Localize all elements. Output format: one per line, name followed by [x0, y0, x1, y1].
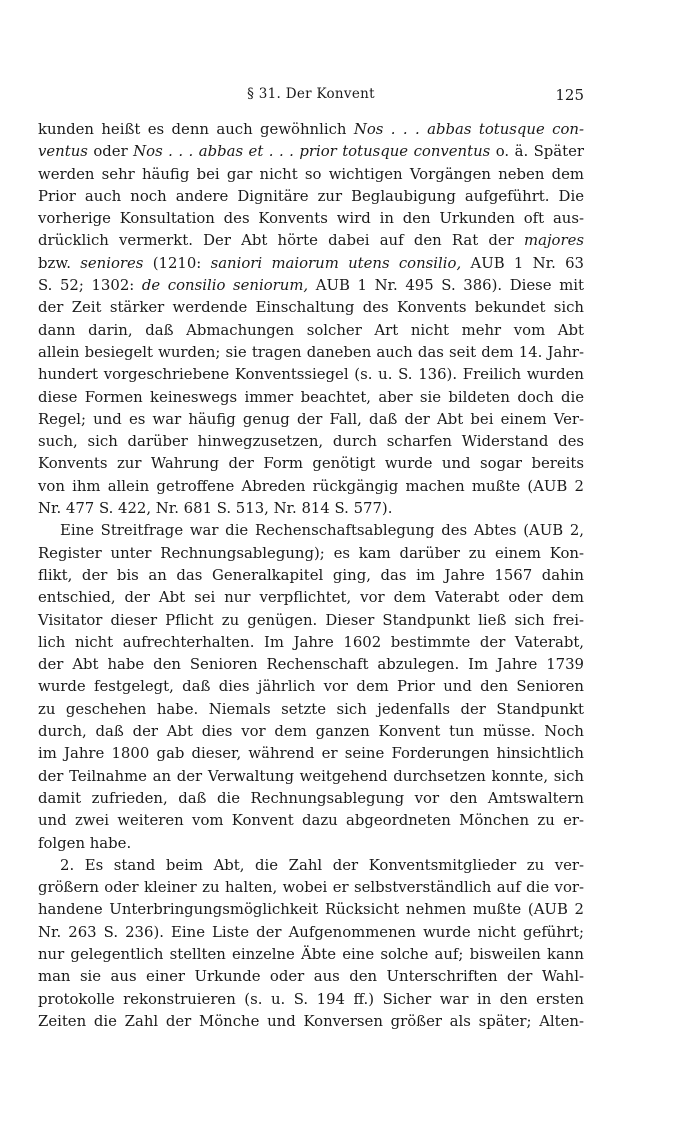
text-run: Zeiten die Zahl der Mönche und Konversen größer als später; Alten- [38, 1011, 584, 1030]
paragraph [38, 854, 584, 1032]
text-line [38, 631, 584, 653]
text-run: Nr. 477 S. 422, Nr. 681 S. 513, Nr. 814 S. 577). [38, 499, 393, 518]
text-line [38, 319, 584, 341]
text-run: hundert vorgeschriebene Konventssiegel (s. u. S. 136). Freilich wurden [38, 365, 584, 384]
text-line [38, 898, 584, 920]
text-line [38, 475, 584, 497]
text-line [38, 742, 584, 764]
text-run: kunden heißt es denn auch gewöhnlich [38, 120, 354, 138]
text-run: such, sich darüber hinwegzusetzen, durch scharfen Widerstand des [38, 432, 584, 451]
text-line [38, 542, 584, 564]
text-run: dann darin, daß Abmachungen solcher Art nicht mehr vom Abt [38, 320, 584, 339]
text-run: man sie aus einer Urkunde oder aus den Unterschriften der Wahl- [38, 967, 584, 986]
text-line [38, 854, 584, 876]
text-run: drücklich vermerkt. Der Abt hörte dabei auf den Rat der [38, 231, 525, 250]
text-run: o. ä. Später [490, 142, 585, 161]
text-run: Register unter Rechnungsablegung); es kam darüber zu einem Kon- [38, 543, 584, 562]
text-run: und zwei weiteren vom Konvent dazu abgeordneten Mönchen zu er- [38, 811, 584, 830]
text-line [38, 765, 584, 787]
running-head [38, 86, 584, 108]
text-line [38, 698, 584, 720]
text-line [38, 341, 584, 363]
text-line [38, 497, 584, 519]
text-run: wurde festgelegt, daß dies jährlich vor dem Prior und den Senioren [38, 677, 584, 696]
italic-run: Nos . . . abbas totusque con- [353, 120, 584, 138]
text-run: (1210: [143, 253, 211, 272]
text-run: der Zeit stärker werdende Einschaltung des Konvents bekundet sich [38, 298, 584, 317]
body-text [38, 118, 584, 1032]
text-line [38, 921, 584, 943]
text-line [38, 452, 584, 474]
text-line [38, 185, 584, 207]
text-run: der Abt habe den Senioren Rechenschaft abzulegen. Im Jahre 1739 [38, 655, 584, 674]
italic-run: majores [524, 231, 584, 250]
text-run: folgen habe. [38, 833, 132, 852]
text-line [38, 163, 584, 185]
paragraph [38, 519, 584, 853]
text-line [38, 229, 584, 251]
text-run: Konvents zur Wahrung der Form genötigt wurde und sogar bereits [38, 454, 584, 473]
text-line [38, 430, 584, 452]
text-run: Visitator dieser Pflicht zu genügen. Dieser Standpunkt ließ sich frei- [38, 610, 584, 629]
text-run: bzw. [38, 253, 81, 272]
text-run: nur gelegentlich stellten einzelne Äbte eine solche auf; bisweilen kann [38, 944, 584, 963]
text-run: von ihm allein getroffene Abreden rückgängig machen mußte (AUB 2 [38, 476, 584, 495]
text-run: AUB 1 Nr. 63 [461, 253, 584, 272]
text-run: AUB 1 Nr. 495 S. 386). Diese mit [308, 276, 584, 295]
page-number: 125 [555, 86, 584, 104]
text-run: Eine Streitfrage war die Rechenschaftsablegung des Abtes (AUB 2, [60, 521, 584, 540]
text-line [38, 675, 584, 697]
text-line [38, 1010, 584, 1032]
text-run: Prior auch noch andere Dignitäre zur Beglaubigung aufgeführt. Die [38, 186, 584, 205]
running-title: § 31. Der Konvent [247, 86, 375, 102]
text-run: damit zufrieden, daß die Rechnungsablegung vor den Amtswaltern [38, 788, 584, 807]
italic-run: ventus [38, 142, 88, 161]
text-line [38, 274, 584, 296]
italic-run: Nos . . . abbas et . . . prior totusque conventus [133, 142, 491, 161]
text-line [38, 653, 584, 675]
text-run: oder [87, 142, 134, 161]
text-run: flikt, der bis an das Generalkapitel ging, das im Jahre 1567 dahin [38, 565, 584, 584]
text-run: im Jahre 1800 gab dieser, während er seine Forderungen hinsichtlich [38, 744, 584, 763]
text-run: S. 52; 1302: [38, 276, 142, 295]
text-line [38, 787, 584, 809]
text-run: größern oder kleiner zu halten, wobei er selbstverständlich auf die vor- [38, 878, 584, 897]
text-line [38, 363, 584, 385]
text-line [38, 408, 584, 430]
text-line [38, 609, 584, 631]
italic-run: saniori maiorum utens consilio, [210, 253, 462, 272]
italic-run: de consilio seniorum, [141, 276, 309, 295]
text-line [38, 140, 584, 162]
text-line [38, 118, 584, 140]
paragraph [38, 118, 584, 519]
text-run: der Teilnahme an der Verwaltung weitgehend durchsetzen konnte, sich [38, 766, 584, 785]
text-line [38, 386, 584, 408]
text-line [38, 519, 584, 541]
text-run: allein besiegelt wurden; sie tragen daneben auch das seit dem 14. Jahr- [38, 342, 584, 361]
text-run: durch, daß der Abt dies vor dem ganzen Konvent tun müsse. Noch [38, 722, 584, 741]
text-line [38, 832, 584, 854]
text-line [38, 564, 584, 586]
text-line [38, 943, 584, 965]
text-line [38, 296, 584, 318]
text-run: Nr. 263 S. 236). Eine Liste der Aufgenommenen wurde nicht geführt; [38, 922, 584, 941]
text-line [38, 809, 584, 831]
text-run: handene Unterbringungsmöglichkeit Rücksicht nehmen mußte (AUB 2 [38, 900, 584, 919]
text-line [38, 876, 584, 898]
text-run: Regel; und es war häufig genug der Fall, daß der Abt bei einem Ver- [38, 409, 584, 428]
text-run: entschied, der Abt sei nur verpflichtet, vor dem Vaterabt oder dem [38, 588, 584, 607]
text-run: 2. Es stand beim Abt, die Zahl der Konventsmitglieder zu ver- [60, 855, 584, 874]
text-run: protokolle rekonstruieren (s. u. S. 194 ff.) Sicher war in den ersten [38, 989, 584, 1008]
text-line [38, 965, 584, 987]
italic-run: seniores [80, 253, 144, 272]
text-run: diese Formen keineswegs immer beachtet, aber sie bildeten doch die [38, 387, 584, 406]
text-line [38, 720, 584, 742]
text-line [38, 252, 584, 274]
text-line [38, 988, 584, 1010]
text-run: zu geschehen habe. Niemals setzte sich jedenfalls der Standpunkt [38, 699, 584, 718]
text-run: vorherige Konsultation des Konvents wird in den Urkunden oft aus- [38, 209, 584, 228]
text-line [38, 207, 584, 229]
text-run: lich nicht aufrechterhalten. Im Jahre 1602 bestimmte der Vaterabt, [38, 632, 584, 651]
text-line [38, 586, 584, 608]
text-run: werden sehr häufig bei gar nicht so wichtigen Vorgängen neben dem [38, 164, 584, 183]
